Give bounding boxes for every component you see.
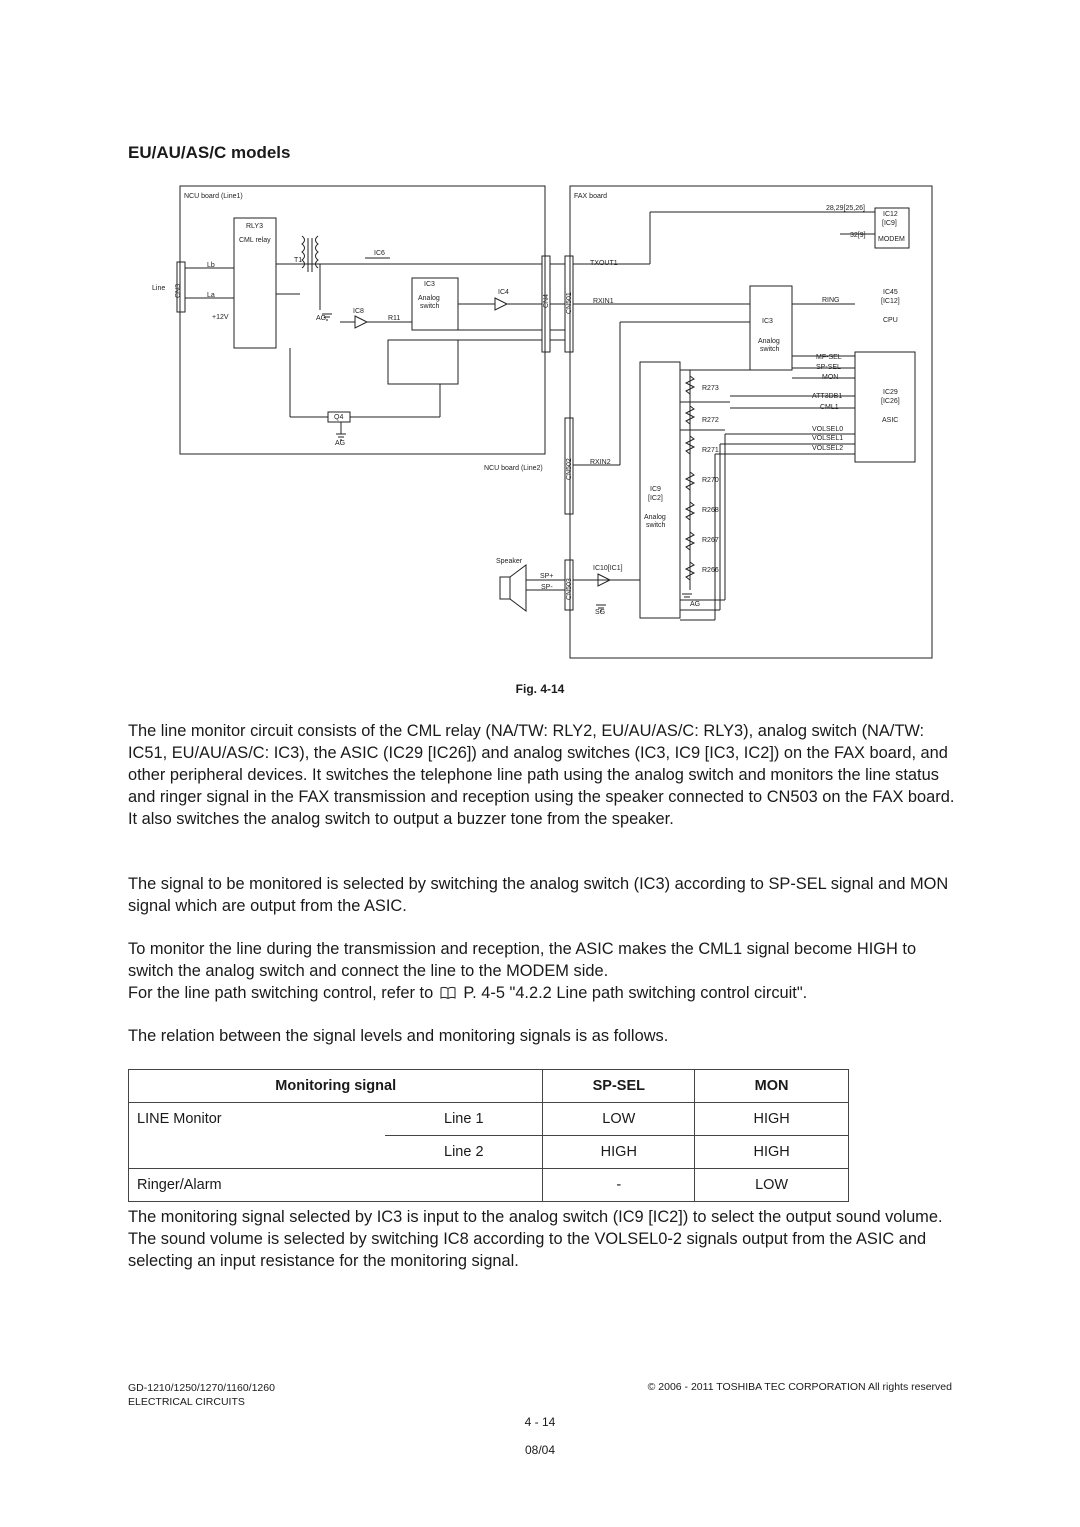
book-reference-icon [440,986,456,999]
speaker-label: Speaker [496,558,523,565]
rly3-label: RLY3 [246,223,263,230]
ic9-label: IC9 [650,486,661,493]
paragraph-reference [128,982,958,1004]
ic10-label: IC10[IC1] [593,565,623,572]
r266-label: R266 [702,567,719,574]
sub-cell: Line 2 [385,1136,543,1169]
cpu-label: CPU [883,317,898,324]
section-heading: EU/AU/AS/C models [128,143,291,162]
rxin2-label: RXIN2 [590,459,611,466]
paragraph-signal-selection: The signal to be monitored is selected by switching the analog switch (IC3) according to SP-SEL signal and MON signal which are output from the ASIC. [128,875,949,915]
ic6-label: IC6 [374,250,385,257]
ring-label: RING [822,297,840,304]
cn3-label: CN3 [175,283,182,298]
ic29-label: IC29 [883,389,898,396]
plus12v-label: +12V [212,314,229,321]
lb-label: Lb [207,262,215,269]
header-sp-sel: SP-SEL [543,1070,695,1103]
sp-minus-label: SP- [541,584,553,591]
ic12-label: IC12 [883,211,898,218]
att3db1-label: ATT3DB1 [812,393,843,400]
sp-sel-cell: HIGH [543,1136,695,1169]
analog-label-3: Analog [644,514,666,521]
cml1-label: CML1 [820,404,839,411]
ic26-bracket-label: [IC26] [881,398,900,405]
mf-sel-label: MF-SEL [816,354,842,361]
cn502-label: CN502 [566,458,573,480]
modem-pins-label: 28,29[25,26] [826,205,865,212]
sp-plus-label: SP+ [540,573,554,580]
analog-label-1: Analog [418,295,440,302]
ic12-bracket-label: [IC12] [881,298,900,305]
table-row [129,1103,849,1136]
monitoring-signal-table [128,1069,849,1202]
ag-label-2: AG [335,440,346,447]
paragraph-table-intro: The relation between the signal levels and monitoring signals is as follows. [128,1027,669,1045]
volsel0-label: VOLSEL0 [812,426,844,433]
r271-label: R271 [702,447,719,454]
cn4-label: CN4 [543,293,550,308]
r268-label: R268 [702,507,719,514]
ic45-label: IC45 [883,289,898,296]
r11-label: R11 [388,315,401,322]
cn501-label: CN501 [566,292,573,314]
header-monitoring-signal: Monitoring signal [129,1070,543,1103]
sp-sel-label: SP-SEL [816,364,841,371]
la-label: La [207,292,215,299]
figure-caption: Fig. 4-14 [515,682,565,696]
r273-label: R273 [702,385,719,392]
reference-link[interactable]: P. 4-5 "4.2.2 Line path switching control circuit". [463,984,808,1002]
ag-label-3: AG [690,601,701,608]
ic4-label: IC4 [498,289,509,296]
mon-label: MON [822,374,839,381]
page-date: 08/04 [524,1443,556,1457]
switch-label-3: switch [646,522,666,529]
volsel1-label: VOLSEL1 [812,435,844,442]
sub-cell [385,1169,543,1202]
mon-cell: LOW [695,1169,849,1202]
ic8-label: IC8 [353,308,364,315]
fax-board-label: FAX board [574,193,608,200]
r267-label: R267 [702,537,719,544]
table-row [129,1136,849,1169]
paragraph-volume-selection: The monitoring signal selected by IC3 is input to the analog switch (IC9 [IC2]) to select the output sound volume. The sound volume is selected by switching IC8 according to the VOLSEL0-2 signals output from the ASIC and selecting an input resistance for the monitoring signal. [128,1208,943,1270]
cml-relay-label: CML relay [239,237,271,244]
footer-left [128,1381,275,1409]
page-number: 4 - 14 [524,1415,556,1429]
r270-label: R270 [702,477,719,484]
ag-label-1: AG [316,315,327,322]
modem-pin32-label: 32[9] [850,232,866,239]
t1-label: T1 [294,257,303,264]
sp-sel-cell: - [543,1169,695,1202]
ic3-fax-label: IC3 [762,318,773,325]
analog-label-2: Analog [758,338,780,345]
q4-label: Q4 [334,414,344,421]
signal-cell: LINE Monitor [129,1103,386,1136]
header-mon: MON [695,1070,849,1103]
asic-label: ASIC [882,417,899,424]
paragraph-line-monitor-circuit: The line monitor circuit consists of the CML relay (NA/TW: RLY2, EU/AU/AS/C: RLY3), analog switch (NA/TW: IC51, EU/AU/AS/C: IC3), the ASIC (IC29 [IC26]) and analog switches (IC3, IC9 [IC3, IC2]) on the FAX board, and other peripheral devices. It switches the telephone line path using the analog switch and monitors the line status and ringer signal in the FAX transmission and reception using the speaker connected to CN503 on the FAX board. It also switches the analog switch to output a buzzer tone from the speaker. [128,722,955,828]
rxin1-label: RXIN1 [593,298,614,305]
volsel2-label: VOLSEL2 [812,445,844,452]
mon-cell: HIGH [695,1136,849,1169]
mon-cell: HIGH [695,1103,849,1136]
ncu-board2-label: NCU board (Line2) [484,465,543,472]
modem-label: MODEM [878,236,905,243]
reference-text: For the line path switching control, refer to [128,984,434,1002]
r272-label: R272 [702,417,719,424]
table-header-row [129,1070,849,1103]
ic2-bracket-label: [IC2] [648,495,663,502]
switch-label-2: switch [760,346,780,353]
footer-copyright: © 2006 - 2011 TOSHIBA TEC CORPORATION All rights reserved [647,1381,952,1393]
sub-cell: Line 1 [385,1103,543,1136]
footer-section: ELECTRICAL CIRCUITS [128,1396,245,1408]
table-row [129,1169,849,1202]
footer-model: GD-1210/1250/1270/1160/1260 [128,1382,275,1394]
cn503-label: CN503 [566,578,573,600]
ic9-bracket-label: [IC9] [882,220,897,227]
paragraph-monitor-line: To monitor the line during the transmission and reception, the ASIC makes the CML1 signal become HIGH to switch the analog switch and connect the line to the MODEM side. [128,940,917,980]
ncu-board-label: NCU board (Line1) [184,193,243,200]
line-monitor-circuit-diagram [150,180,940,670]
ic3-ncu-label: IC3 [424,281,435,288]
switch-label-1: switch [420,303,440,310]
txout1-label: TXOUT1 [590,260,618,267]
line-label: Line [152,285,166,292]
signal-cell [129,1136,386,1169]
sg-label: SG [595,609,606,616]
signal-cell: Ringer/Alarm [129,1169,386,1202]
sp-sel-cell: LOW [543,1103,695,1136]
